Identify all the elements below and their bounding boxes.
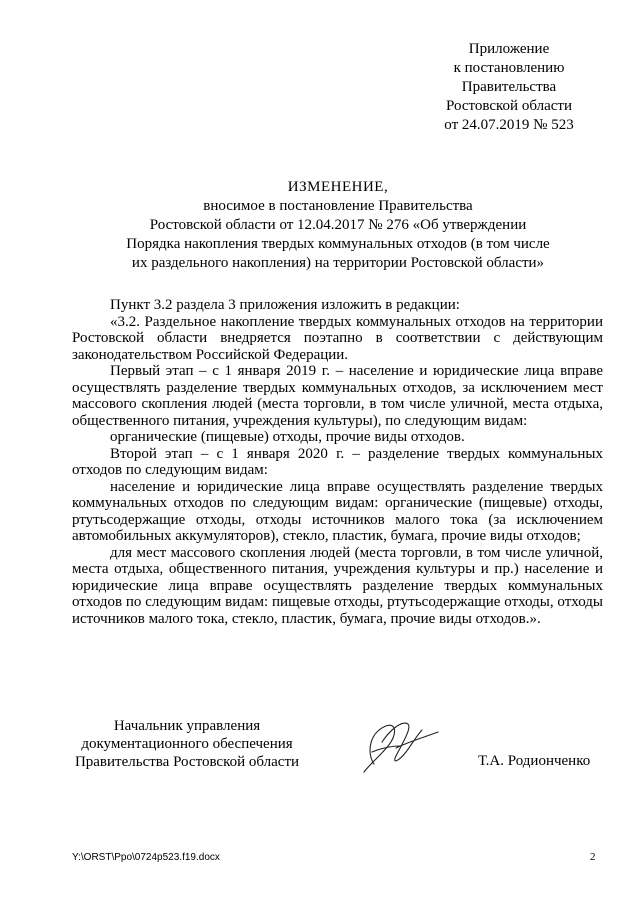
signatory-name: Т.А. Родионченко: [478, 753, 591, 769]
body-paragraph: органические (пищевые) отходы, прочие виды отходов.: [110, 429, 465, 445]
heading-line: их раздельного накопления) на территории Ростовской области»: [131, 255, 545, 271]
body-paragraph: население и юридические лица вправе осуществлять разделение твердых коммунальных отходов по следующим видам: органические (пищевые) отходы, ртутьсодержащие отходы, отходы источников малого тока (за исключением автомобильных аккумуляторов), стекло, пластик, бумага, прочие виды отходов;: [72, 478, 603, 544]
appendix-line: Ростовской области: [446, 98, 572, 114]
appendix-line: Приложение: [468, 41, 550, 57]
position-line: документационного обеспечения: [81, 736, 293, 752]
handwritten-signature: [352, 712, 444, 782]
heading-line: вносимое в постановление Правительства: [203, 198, 473, 214]
appendix-line: от 24.07.2019 № 523: [444, 117, 574, 133]
body-paragraph: Первый этап – с 1 января 2019 г. – население и юридические лица вправе осуществлять разделение твердых коммунальных отходов, за исключением мест массового скопления людей (места торговли, в том числе уличной, места отдыха, общественного питания, учреждения культуры), по следующим видам:: [72, 363, 603, 429]
position-line: Начальник управления: [113, 718, 261, 734]
body-paragraph: «3.2. Раздельное накопление твердых коммунальных отходов на территории Ростовской области внедряется поэтапно в соответствии с действующим законодательством Российской Федерации.: [72, 313, 603, 363]
body-paragraph: Второй этап – с 1 января 2020 г. – разделение твердых коммунальных отходов по следующим видам:: [72, 445, 603, 478]
document-body: [72, 297, 603, 627]
appendix-header: [412, 40, 606, 135]
signatory-position: [72, 717, 302, 771]
file-path: Y:\ORST\Ppo\0724p523.f19.docx: [72, 852, 220, 863]
body-paragraph: Пункт 3.2 раздела 3 приложения изложить в редакции:: [110, 297, 460, 313]
position-line: Правительства Ростовской области: [74, 754, 300, 770]
appendix-line: к постановлению: [453, 60, 565, 76]
document-title: ИЗМЕНЕНИЕ,: [287, 179, 389, 195]
body-paragraph: для мест массового скопления людей (места торговли, в том числе уличной, места отдыха, общественного питания, учреждения культуры и пр.) население и юридические лица вправе осуществлять разделение твердых коммунальных отходов по следующим видам: пищевые отходы, ртутьсодержащие отходы, отходы источников малого тока, стекло, пластик, бумага, прочие виды отходов.».: [72, 544, 603, 627]
document-heading: [100, 178, 576, 273]
appendix-line: Правительства: [461, 79, 557, 95]
page-number: 2: [590, 851, 596, 863]
heading-line: Ростовской области от 12.04.2017 № 276 «Об утверждении: [149, 217, 527, 233]
heading-line: Порядка накопления твердых коммунальных отходов (в том числе: [126, 236, 550, 252]
